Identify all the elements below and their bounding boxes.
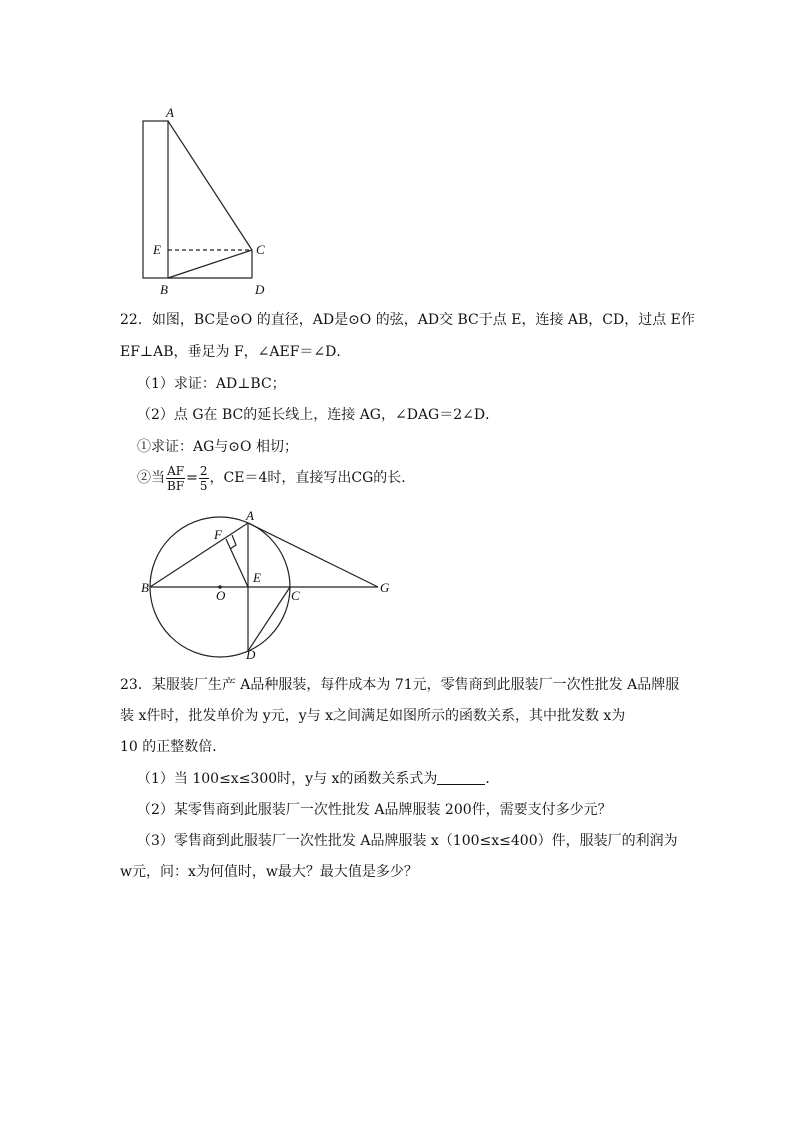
fraction-2-5-num: 2 xyxy=(199,463,208,478)
fig1-label-c: C xyxy=(256,242,265,257)
fig2-label-g: G xyxy=(380,580,390,595)
q23-stem-line1: 23．某服装厂生产 A品种服装，每件成本为 71元，零售商到此服装厂一次性批发 A品牌服 xyxy=(120,677,680,693)
q23-part2: （2）某零售商到此服装厂一次性批发 A品牌服装 200件，需要支付多少元？ xyxy=(137,802,612,818)
q23-part1-suffix: ． xyxy=(485,771,500,787)
fig1-label-a: A xyxy=(166,105,174,120)
q23-stem-line3: 10 的正整数倍． xyxy=(120,739,227,755)
q23-part1 xyxy=(137,769,499,789)
fraction-2-5-den: 5 xyxy=(199,478,208,493)
q22-sub2-suffix: ，CE＝4时，直接写出CG的长． xyxy=(209,470,416,486)
q23-part3-line2: w元，问：x为何值时，w最大？最大值是多少？ xyxy=(120,864,418,880)
q23-stem-line2: 装 x件时，批发单价为 y元，y与 x之间满足如图所示的函数关系，其中批发数 x为 xyxy=(120,708,626,724)
fig2-label-e: E xyxy=(253,570,261,585)
fraction-af-den: BF xyxy=(167,478,185,493)
fig2-label-b: B xyxy=(141,580,149,595)
segment-cd xyxy=(248,587,290,651)
q23-part1-prefix: （1）当 100≤x≤300时，y与 x的函数关系式为 xyxy=(137,771,438,787)
right-angle-mark-f xyxy=(230,535,236,549)
fig2-label-o: O xyxy=(216,588,226,603)
fig1-label-e: E xyxy=(153,242,161,257)
answer-blank[interactable] xyxy=(437,770,485,785)
fig2-label-d: D xyxy=(246,647,256,662)
fig2-label-c: C xyxy=(291,588,300,603)
segment-ef xyxy=(226,539,248,587)
fig2-label-f: F xyxy=(214,527,222,542)
fig1-label-d: D xyxy=(255,282,265,297)
q22-sub2-eq: = xyxy=(186,470,198,486)
q22-stem-line1: 22．如图，BC是⊙O 的直径，AD是⊙O 的弦，AD交 BC于点 E，连接 AB，CD，过点 E作 xyxy=(120,312,695,328)
q22-stem-line2: EF⊥AB，垂足为 F，∠AEF＝∠D． xyxy=(120,344,351,360)
fig1-label-b: B xyxy=(160,282,168,297)
fraction-af-num: AF xyxy=(167,463,185,478)
q22-sub1: ①求证：AG与⊙O 相切； xyxy=(137,439,298,455)
segment-ag xyxy=(248,523,378,587)
q22-sub2-prefix: ②当 xyxy=(137,470,165,486)
q22-part2: （2）点 G在 BC的延长线上，连接 AG，∠DAG＝2∠D． xyxy=(137,407,500,423)
fig2-label-a: A xyxy=(246,508,254,523)
q22-part1: （1）求证：AD⊥BC； xyxy=(137,376,286,392)
q23-part3-line1: （3）零售商到此服装厂一次性批发 A品牌服装 x（100≤x≤400）件，服装厂的利润为 xyxy=(137,833,678,849)
